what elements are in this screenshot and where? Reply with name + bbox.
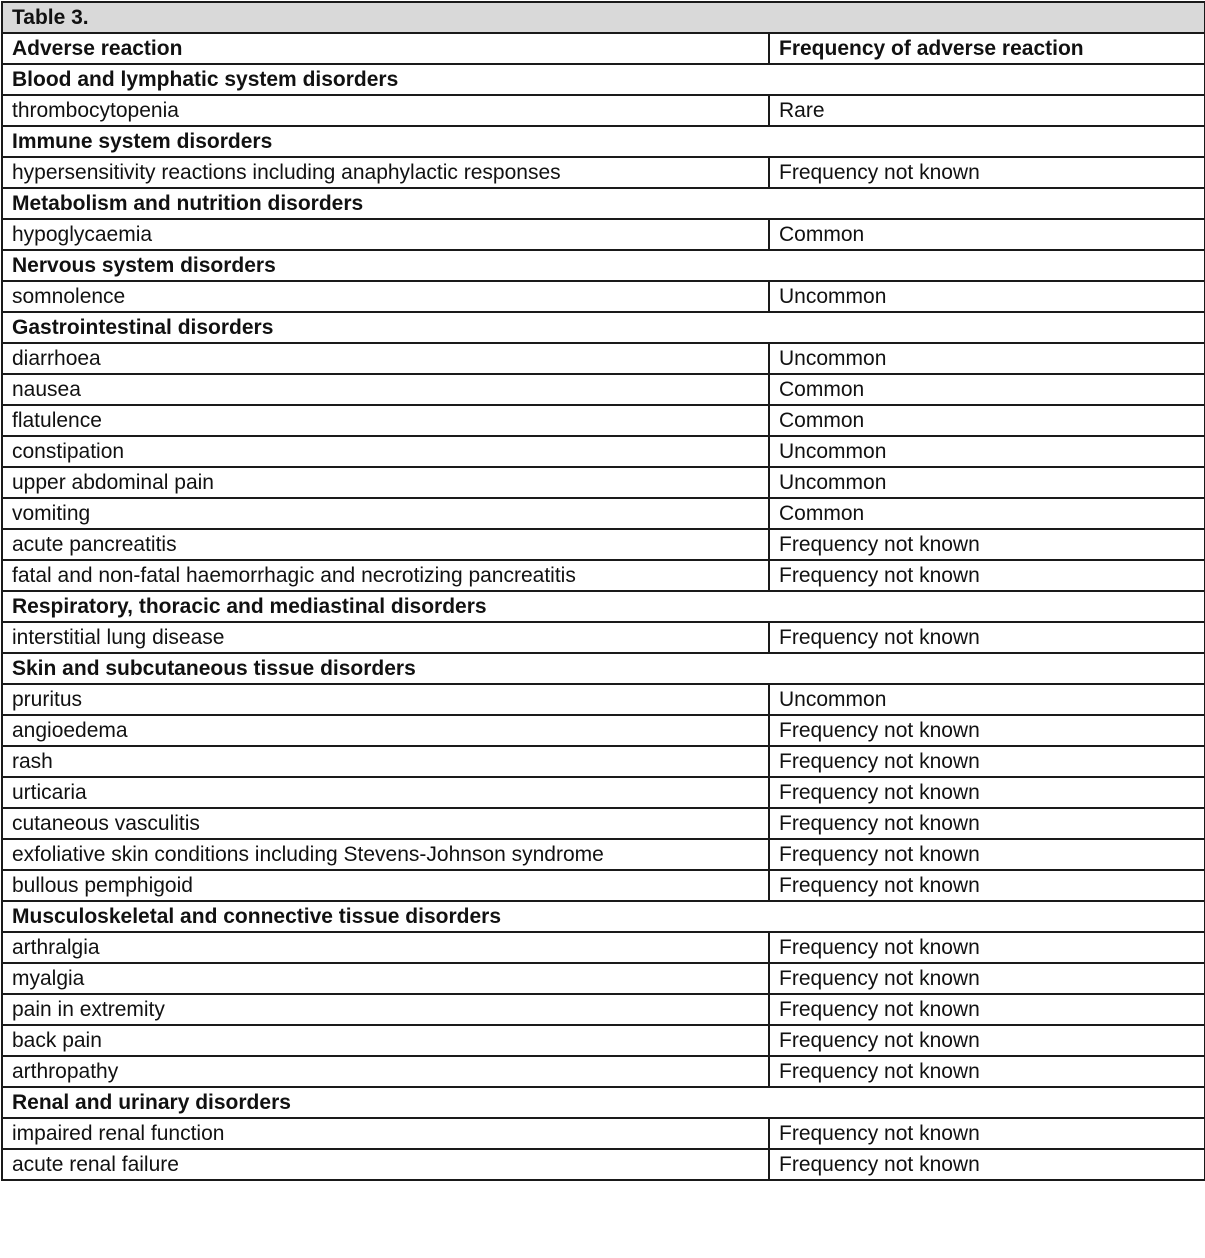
section-heading: Blood and lymphatic system disorders bbox=[2, 64, 1205, 95]
reaction-cell: vomiting bbox=[2, 498, 769, 529]
frequency-cell: Uncommon bbox=[769, 281, 1205, 312]
reaction-cell: constipation bbox=[2, 436, 769, 467]
reaction-cell: hypoglycaemia bbox=[2, 219, 769, 250]
frequency-cell: Frequency not known bbox=[769, 715, 1205, 746]
reaction-cell: myalgia bbox=[2, 963, 769, 994]
reaction-cell: rash bbox=[2, 746, 769, 777]
frequency-cell: Frequency not known bbox=[769, 839, 1205, 870]
section-row bbox=[2, 1087, 1205, 1118]
table-row bbox=[2, 932, 1205, 963]
frequency-cell: Uncommon bbox=[769, 467, 1205, 498]
column-header-reaction: Adverse reaction bbox=[2, 33, 769, 64]
table-row bbox=[2, 95, 1205, 126]
table-row bbox=[2, 467, 1205, 498]
section-heading: Skin and subcutaneous tissue disorders bbox=[2, 653, 1205, 684]
reaction-cell: fatal and non-fatal haemorrhagic and necrotizing pancreatitis bbox=[2, 560, 769, 591]
table-row bbox=[2, 436, 1205, 467]
section-row bbox=[2, 653, 1205, 684]
table-row bbox=[2, 746, 1205, 777]
table-row bbox=[2, 343, 1205, 374]
table-row bbox=[2, 281, 1205, 312]
frequency-cell: Frequency not known bbox=[769, 1056, 1205, 1087]
section-heading: Renal and urinary disorders bbox=[2, 1087, 1205, 1118]
reaction-cell: angioedema bbox=[2, 715, 769, 746]
section-row bbox=[2, 312, 1205, 343]
frequency-cell: Rare bbox=[769, 95, 1205, 126]
table-row bbox=[2, 157, 1205, 188]
section-heading: Musculoskeletal and connective tissue disorders bbox=[2, 901, 1205, 932]
table-row bbox=[2, 994, 1205, 1025]
frequency-cell: Common bbox=[769, 405, 1205, 436]
table-row bbox=[2, 1025, 1205, 1056]
table-row bbox=[2, 870, 1205, 901]
table-row bbox=[2, 219, 1205, 250]
table-row bbox=[2, 963, 1205, 994]
frequency-cell: Frequency not known bbox=[769, 529, 1205, 560]
reaction-cell: cutaneous vasculitis bbox=[2, 808, 769, 839]
table-row bbox=[2, 374, 1205, 405]
table-row bbox=[2, 1056, 1205, 1087]
frequency-cell: Uncommon bbox=[769, 436, 1205, 467]
column-header-frequency: Frequency of adverse reaction bbox=[769, 33, 1205, 64]
section-heading: Metabolism and nutrition disorders bbox=[2, 188, 1205, 219]
frequency-cell: Frequency not known bbox=[769, 932, 1205, 963]
reaction-cell: somnolence bbox=[2, 281, 769, 312]
frequency-cell: Uncommon bbox=[769, 343, 1205, 374]
table-body bbox=[2, 2, 1205, 1180]
table-caption-row bbox=[2, 2, 1205, 33]
table-row bbox=[2, 1118, 1205, 1149]
section-row bbox=[2, 591, 1205, 622]
reaction-cell: pain in extremity bbox=[2, 994, 769, 1025]
frequency-cell: Frequency not known bbox=[769, 157, 1205, 188]
table-caption: Table 3. bbox=[2, 2, 1205, 33]
reaction-cell: upper abdominal pain bbox=[2, 467, 769, 498]
reaction-cell: urticaria bbox=[2, 777, 769, 808]
frequency-cell: Frequency not known bbox=[769, 994, 1205, 1025]
table-header-row bbox=[2, 33, 1205, 64]
reaction-cell: acute renal failure bbox=[2, 1149, 769, 1180]
adverse-reactions-table bbox=[1, 1, 1205, 1181]
reaction-cell: thrombocytopenia bbox=[2, 95, 769, 126]
frequency-cell: Common bbox=[769, 219, 1205, 250]
reaction-cell: acute pancreatitis bbox=[2, 529, 769, 560]
section-heading: Respiratory, thoracic and mediastinal disorders bbox=[2, 591, 1205, 622]
section-row bbox=[2, 901, 1205, 932]
frequency-cell: Frequency not known bbox=[769, 560, 1205, 591]
section-heading: Gastrointestinal disorders bbox=[2, 312, 1205, 343]
frequency-cell: Frequency not known bbox=[769, 808, 1205, 839]
reaction-cell: impaired renal function bbox=[2, 1118, 769, 1149]
frequency-cell: Uncommon bbox=[769, 684, 1205, 715]
section-row bbox=[2, 250, 1205, 281]
table-row bbox=[2, 777, 1205, 808]
table-row bbox=[2, 1149, 1205, 1180]
frequency-cell: Frequency not known bbox=[769, 963, 1205, 994]
table-row bbox=[2, 498, 1205, 529]
reaction-cell: pruritus bbox=[2, 684, 769, 715]
section-heading: Immune system disorders bbox=[2, 126, 1205, 157]
reaction-cell: back pain bbox=[2, 1025, 769, 1056]
section-heading: Nervous system disorders bbox=[2, 250, 1205, 281]
table-row bbox=[2, 560, 1205, 591]
reaction-cell: hypersensitivity reactions including anaphylactic responses bbox=[2, 157, 769, 188]
reaction-cell: bullous pemphigoid bbox=[2, 870, 769, 901]
table-row bbox=[2, 684, 1205, 715]
frequency-cell: Frequency not known bbox=[769, 1025, 1205, 1056]
table-row bbox=[2, 808, 1205, 839]
frequency-cell: Common bbox=[769, 374, 1205, 405]
table-row bbox=[2, 405, 1205, 436]
frequency-cell: Frequency not known bbox=[769, 870, 1205, 901]
reaction-cell: flatulence bbox=[2, 405, 769, 436]
frequency-cell: Frequency not known bbox=[769, 622, 1205, 653]
reaction-cell: arthralgia bbox=[2, 932, 769, 963]
table-row bbox=[2, 622, 1205, 653]
table-row bbox=[2, 839, 1205, 870]
section-row bbox=[2, 188, 1205, 219]
reaction-cell: interstitial lung disease bbox=[2, 622, 769, 653]
section-row bbox=[2, 64, 1205, 95]
table-row bbox=[2, 529, 1205, 560]
frequency-cell: Frequency not known bbox=[769, 777, 1205, 808]
frequency-cell: Common bbox=[769, 498, 1205, 529]
reaction-cell: diarrhoea bbox=[2, 343, 769, 374]
reaction-cell: arthropathy bbox=[2, 1056, 769, 1087]
reaction-cell: nausea bbox=[2, 374, 769, 405]
reaction-cell: exfoliative skin conditions including Stevens-Johnson syndrome bbox=[2, 839, 769, 870]
table-row bbox=[2, 715, 1205, 746]
frequency-cell: Frequency not known bbox=[769, 746, 1205, 777]
section-row bbox=[2, 126, 1205, 157]
frequency-cell: Frequency not known bbox=[769, 1118, 1205, 1149]
frequency-cell: Frequency not known bbox=[769, 1149, 1205, 1180]
